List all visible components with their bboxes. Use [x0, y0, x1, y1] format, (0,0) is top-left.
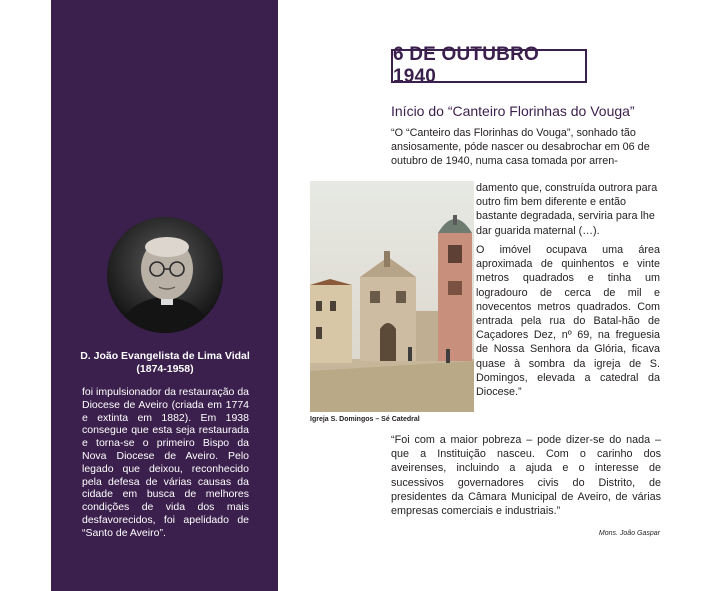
portrait-years: (1874-1958) — [136, 362, 194, 375]
bishop-portrait — [107, 217, 223, 333]
photo-caption: Igreja S. Domingos – Sé Catedral — [310, 416, 420, 423]
date-heading: 6 DE OUTUBRO 1940 — [391, 49, 587, 83]
cathedral-photo — [310, 181, 474, 412]
section-subtitle: Início do “Canteiro Florinhas do Vouga” — [391, 103, 635, 119]
quote-author: Mons. João Gaspar — [598, 530, 660, 537]
quote-continued: damento que, construída outrora para outro fim bem diferente e então bastante degradada, serviria para lhe dar guarida maternal (…). — [476, 182, 658, 237]
building-description: O imóvel ocupava uma área aproximada de quinhentos e vinte metros quadrados e tinha um logradouro de cerca de mil e novecentos metros quadrados. Com entrada pela rua do Batal-hão de Caçadores Dez, nº 69, na freguesia de Nossa Senhora da Glória, ficava quase à sombra da igreja de S. Domingos, elevada a catedral da Diocese.” — [476, 244, 660, 399]
bishop-biography: foi impulsionador da restauração da Diocese de Aveiro (criada em 1774 e extinta em 1882). Em 1938 consegue que esta seja restaurada e torna-se o primeiro Bispo da Nova Diocese de Aveiro. Pelo legado que deixou, reconhecido pela defesa de várias causas da cidade em busca de melhores condições de vida dos mais desfavorecidos, foi apelidado de “Santo de Aveiro”. — [82, 386, 249, 539]
quote-second: “Foi com a maior pobreza – pode dizer-se do nada – que a Instituição nasceu. Com o carinho dos aveirenses, incluindo a ajuda e o interesse de sucessivos governadores civis do Distrito, de presidentes da Câmara Municipal de Aveiro, de várias empresas comerciais e industriais.” — [391, 434, 661, 518]
portrait-name: D. João Evangelista de Lima Vidal — [80, 350, 250, 362]
quote-first-lines: “O “Canteiro das Florinhas do Vouga”, sonhado tão ansiosamente, póde nascer ou desabrochar em 06 de outubro de 1940, numa casa tomada por arren- — [391, 127, 650, 168]
portrait-caption — [60, 350, 270, 375]
